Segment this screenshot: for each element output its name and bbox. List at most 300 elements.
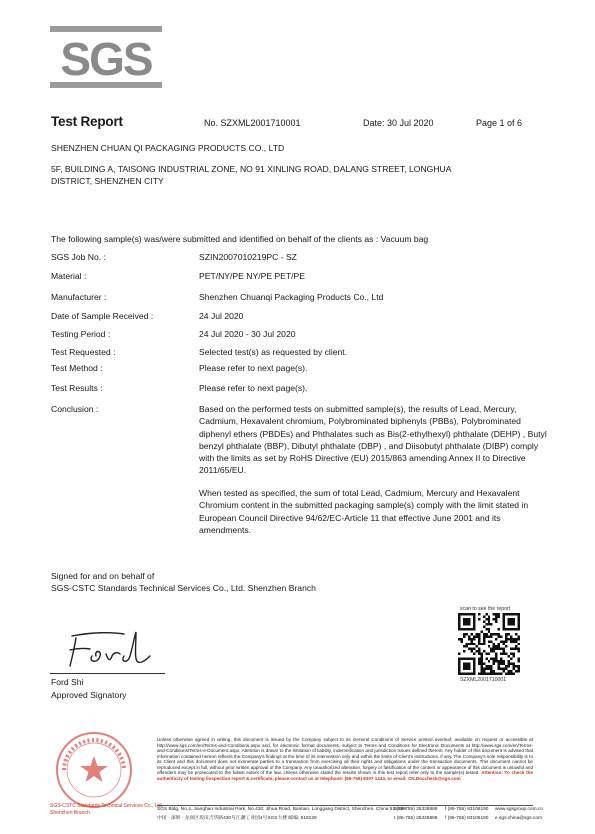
qr-module <box>480 670 482 672</box>
qr-module <box>458 620 460 622</box>
qr-module <box>495 618 497 620</box>
qr-module <box>463 620 465 622</box>
qr-module <box>478 648 480 650</box>
qr-module <box>465 668 467 670</box>
qr-module <box>510 623 512 625</box>
qr-module <box>480 663 482 665</box>
qr-module <box>493 650 495 652</box>
qr-module <box>493 663 495 665</box>
qr-module <box>503 648 505 650</box>
qr-module <box>463 628 465 630</box>
qr-module <box>483 625 485 627</box>
qr-module <box>490 658 492 660</box>
qr-module <box>458 653 460 655</box>
stamp-caption-2: Shenzhen Branch <box>50 810 90 816</box>
report-title: Test Report <box>51 114 123 129</box>
field-value: PET/NY/PE NY/PE PET/PE <box>199 271 306 281</box>
qr-module <box>458 613 460 615</box>
qr-module <box>498 635 500 637</box>
qr-module <box>505 633 507 635</box>
qr-module <box>470 640 472 642</box>
signatory-name: Ford Shi <box>51 677 84 687</box>
qr-module <box>513 623 515 625</box>
qr-module <box>518 635 520 637</box>
qr-module <box>465 613 467 615</box>
qr-module <box>483 643 485 645</box>
qr-module <box>493 673 495 675</box>
qr-module <box>498 633 500 635</box>
qr-module <box>475 645 477 647</box>
qr-module <box>490 648 492 650</box>
qr-module <box>515 640 517 642</box>
qr-module <box>485 668 487 670</box>
qr-module <box>513 653 515 655</box>
qr-module <box>485 623 487 625</box>
qr-module <box>500 648 502 650</box>
qr-module <box>503 613 505 615</box>
qr-module <box>468 643 470 645</box>
qr-caption-top: scan to see the report <box>460 606 511 612</box>
qr-module <box>473 628 475 630</box>
qr-module <box>508 663 510 665</box>
qr-module <box>498 668 500 670</box>
qr-module <box>493 670 495 672</box>
qr-module <box>468 620 470 622</box>
qr-module <box>470 633 472 635</box>
qr-module <box>463 650 465 652</box>
qr-module <box>493 633 495 635</box>
qr-module <box>473 668 475 670</box>
qr-module <box>473 613 475 615</box>
qr-module <box>515 628 517 630</box>
qr-module <box>513 620 515 622</box>
qr-module <box>510 648 512 650</box>
qr-module <box>473 638 475 640</box>
qr-module <box>468 668 470 670</box>
qr-module <box>510 620 512 622</box>
qr-module <box>500 673 502 675</box>
qr-module <box>460 640 462 642</box>
qr-module <box>510 613 512 615</box>
qr-module <box>485 635 487 637</box>
conclusion-paragraph-1: Based on the performed tests on submitted sample(s), the results of Lead, Mercury, Cadmium, Hexavalent chromium, Polybrominated biphenyls (PBBs), Polybrominated diphenyl ethers (PBDEs) and Phthalates such as Bis(2-ethylhexyl) phthalate (DEHP) , Butyl benzyl phthalate (BBP), Dibutyl phthalate (DBP) , and Diisobutyl phthalate (DIBP) comply with the limits as set by RoHS Directive (EU) 2015/863 amending Annex II to Directive 2011/65/EU. <box>199 404 547 476</box>
qr-module <box>460 673 462 675</box>
qr-module <box>505 613 507 615</box>
qr-module <box>498 648 500 650</box>
footer-web-en[interactable]: www.sgsgroup.com.cn <box>495 807 543 812</box>
qr-module <box>458 660 460 662</box>
qr-module <box>503 643 505 645</box>
qr-module <box>468 665 470 667</box>
qr-module <box>508 618 510 620</box>
qr-module <box>513 665 515 667</box>
qr-module <box>493 658 495 660</box>
qr-module <box>518 648 520 650</box>
qr-module <box>470 643 472 645</box>
field-label: Test Results : <box>51 383 103 393</box>
qr-module <box>473 653 475 655</box>
qr-module <box>463 645 465 647</box>
footer-tel-en: t (86-755) 25328888 <box>394 807 438 812</box>
qr-module <box>500 658 502 660</box>
qr-module <box>465 663 467 665</box>
qr-module <box>503 670 505 672</box>
qr-module <box>463 668 465 670</box>
qr-module <box>460 613 462 615</box>
qr-module <box>468 623 470 625</box>
qr-module <box>473 673 475 675</box>
qr-module <box>458 628 460 630</box>
qr-module <box>468 648 470 650</box>
qr-module <box>495 615 497 617</box>
qr-module <box>470 628 472 630</box>
qr-module <box>478 633 480 635</box>
qr-module <box>468 635 470 637</box>
qr-module <box>518 670 520 672</box>
qr-module <box>505 638 507 640</box>
qr-module <box>505 668 507 670</box>
qr-module <box>458 668 460 670</box>
qr-module <box>513 668 515 670</box>
qr-module <box>473 618 475 620</box>
signoff-line1: Signed for and on behalf of <box>51 571 155 581</box>
qr-module <box>518 658 520 660</box>
qr-module <box>500 653 502 655</box>
signatory-role: Approved Signatory <box>51 690 127 700</box>
qr-code[interactable] <box>458 613 520 675</box>
signature-text: Ford <box>62 626 65 627</box>
qr-module <box>478 658 480 660</box>
qr-module <box>458 670 460 672</box>
qr-module <box>503 618 505 620</box>
page-number: Page 1 of 6 <box>476 118 523 128</box>
field-label: Testing Period : <box>51 329 111 339</box>
qr-module <box>490 623 492 625</box>
qr-module <box>505 673 507 675</box>
footer-fax-cn: f (86-755) 83106190 <box>445 816 489 821</box>
qr-module <box>498 665 500 667</box>
qr-module <box>493 660 495 662</box>
qr-module <box>488 653 490 655</box>
qr-module <box>458 623 460 625</box>
qr-module <box>483 635 485 637</box>
qr-module <box>500 635 502 637</box>
qr-module <box>468 618 470 620</box>
qr-module <box>515 613 517 615</box>
qr-module <box>518 660 520 662</box>
qr-module <box>480 660 482 662</box>
qr-module <box>463 618 465 620</box>
qr-module <box>518 623 520 625</box>
client-name: SHENZHEN CHUAN QI PACKAGING PRODUCTS CO., LTD <box>51 143 285 153</box>
qr-module <box>513 628 515 630</box>
qr-module <box>475 633 477 635</box>
sample-intro: The following sample(s) was/were submitted and identified on behalf of the clients as : Vacuum bag <box>51 234 429 244</box>
qr-module <box>483 650 485 652</box>
qr-module <box>463 635 465 637</box>
qr-module <box>473 643 475 645</box>
qr-module <box>490 640 492 642</box>
signoff-line2: SGS-CSTC Standards Technical Services Co., Ltd. Shenzhen Branch <box>51 583 316 593</box>
qr-module <box>513 663 515 665</box>
qr-module <box>503 663 505 665</box>
qr-module <box>493 643 495 645</box>
qr-module <box>478 663 480 665</box>
qr-module <box>470 648 472 650</box>
qr-module <box>478 653 480 655</box>
qr-module <box>503 660 505 662</box>
report-date: Date: 30 Jul 2020 <box>363 118 434 128</box>
field-label: Material : <box>51 271 87 281</box>
logo-text: SGS <box>60 33 152 85</box>
qr-module <box>515 665 517 667</box>
qr-module <box>468 673 470 675</box>
qr-module <box>503 628 505 630</box>
qr-module <box>513 613 515 615</box>
qr-module <box>483 673 485 675</box>
qr-module <box>465 633 467 635</box>
qr-module <box>495 620 497 622</box>
qr-module <box>495 633 497 635</box>
qr-module <box>493 613 495 615</box>
qr-module <box>510 638 512 640</box>
qr-module <box>503 625 505 627</box>
conclusion-label: Conclusion : <box>51 404 99 414</box>
field-label: SGS Job No. : <box>51 252 106 262</box>
qr-module <box>460 628 462 630</box>
qr-module <box>495 613 497 615</box>
field-value: Shenzhen Chuanqi Packaging Products Co., Ltd <box>199 292 384 302</box>
qr-module <box>485 665 487 667</box>
qr-module <box>495 658 497 660</box>
qr-module <box>465 645 467 647</box>
qr-module <box>483 663 485 665</box>
stamp-caption-1: SGS-CSTC Standards Technical Services Co., Ltd. <box>50 803 164 809</box>
qr-module <box>510 628 512 630</box>
qr-module <box>493 648 495 650</box>
qr-module <box>485 628 487 630</box>
qr-module <box>513 673 515 675</box>
qr-module <box>465 620 467 622</box>
qr-module <box>463 623 465 625</box>
qr-module <box>458 625 460 627</box>
qr-module <box>465 618 467 620</box>
qr-module <box>478 635 480 637</box>
client-address-line1: 5F, BUILDING A, TAISONG INDUSTRIAL ZONE, NO 91 XINLING ROAD, DALANG STREET, LONGHUA <box>51 164 452 174</box>
footer-fax-en: f (86-755) 83106190 <box>445 807 489 812</box>
qr-module <box>508 670 510 672</box>
report-number: No. SZXML2001710001 <box>204 118 301 128</box>
qr-module <box>508 655 510 657</box>
disclaimer-body: Unless otherwise agreed in writing, this document is issued by the Company subject to its General Conditions of Service printed overleaf, available on request or accessible at http://www.sgs.com/en/Terms-and-Conditions.aspx and, for electronic format documents, subject to Terms and Conditions for Electronic Documents at http://www.sgs.com/en/Terms-and-Conditions/Terms-e-Document.aspx. Attention is drawn to the limitation of liability, indemnification and jurisdiction issues defined therein. Any holder of this document is advised that information contained hereon reflects the Company's findings at the time of its intervention only and within the limits of Client's instructions, if any. The Company's sole responsibility is to its Client and this document does not exonerate parties to a transaction from exercising all their rights and obligations under the transaction documents. This document cannot be reproduced except in full, without prior written approval of the Company. Any unauthorized alteration, forgery or falsification of the content or appearance of this document is unlawful and offenders may be prosecuted to the fullest extent of the law. Unless otherwise stated the results shown in this test report refer only to the sample(s) tested. <box>157 737 533 775</box>
qr-module <box>505 640 507 642</box>
qr-module <box>498 615 500 617</box>
qr-module <box>473 670 475 672</box>
qr-module <box>470 613 472 615</box>
qr-module <box>488 645 490 647</box>
qr-module <box>488 630 490 632</box>
qr-module <box>513 618 515 620</box>
qr-module <box>488 660 490 662</box>
qr-module <box>480 653 482 655</box>
qr-module <box>503 623 505 625</box>
qr-module <box>518 615 520 617</box>
qr-module <box>475 635 477 637</box>
qr-module <box>468 638 470 640</box>
qr-module <box>508 633 510 635</box>
qr-module <box>490 650 492 652</box>
qr-module <box>510 653 512 655</box>
qr-module <box>508 638 510 640</box>
signature <box>62 626 172 672</box>
qr-module <box>483 668 485 670</box>
qr-module <box>495 638 497 640</box>
qr-module <box>483 620 485 622</box>
qr-module <box>480 673 482 675</box>
qr-module <box>473 648 475 650</box>
qr-module <box>500 660 502 662</box>
qr-module <box>465 623 467 625</box>
qr-module <box>478 650 480 652</box>
qr-module <box>498 645 500 647</box>
qr-module <box>463 665 465 667</box>
qr-module <box>480 643 482 645</box>
qr-module <box>478 643 480 645</box>
qr-module <box>505 665 507 667</box>
qr-module <box>490 633 492 635</box>
qr-module <box>480 630 482 632</box>
qr-module <box>500 640 502 642</box>
qr-module <box>458 615 460 617</box>
qr-module <box>518 668 520 670</box>
qr-module <box>510 673 512 675</box>
qr-module <box>510 618 512 620</box>
qr-module <box>495 645 497 647</box>
field-value: Please refer to next page(s). <box>199 383 308 393</box>
qr-module <box>470 658 472 660</box>
qr-module <box>485 653 487 655</box>
signature-line <box>50 673 165 674</box>
company-seal <box>54 730 134 810</box>
qr-module <box>508 673 510 675</box>
qr-module <box>488 628 490 630</box>
qr-module <box>510 635 512 637</box>
conclusion-paragraph-2: When tested as specified, the sum of total Lead, Cadmium, Mercury and Hexavalent Chromium content in the submitted packaging sample(s) comply with the limit stated in European Council Directive 94/62/EC-Article 11 that effective June 2001 and its amendments. <box>199 488 529 535</box>
qr-module <box>485 673 487 675</box>
qr-module <box>513 638 515 640</box>
qr-module <box>470 650 472 652</box>
qr-module <box>465 665 467 667</box>
qr-module <box>468 663 470 665</box>
qr-module <box>480 668 482 670</box>
qr-module <box>475 650 477 652</box>
qr-module <box>483 638 485 640</box>
qr-module <box>495 648 497 650</box>
footer-email-cn[interactable]: e sgs.china@sgs.com <box>495 816 542 821</box>
qr-module <box>510 658 512 660</box>
qr-module <box>458 673 460 675</box>
qr-module <box>498 643 500 645</box>
qr-module <box>498 628 500 630</box>
qr-module <box>515 633 517 635</box>
qr-module <box>518 643 520 645</box>
field-value: Selected test(s) as requested by client. <box>199 347 348 357</box>
qr-module <box>515 645 517 647</box>
qr-module <box>518 620 520 622</box>
qr-module <box>518 618 520 620</box>
qr-module <box>515 638 517 640</box>
qr-module <box>518 613 520 615</box>
qr-module <box>463 673 465 675</box>
qr-module <box>488 635 490 637</box>
qr-module <box>498 660 500 662</box>
qr-module <box>468 658 470 660</box>
qr-module <box>495 653 497 655</box>
qr-module <box>478 618 480 620</box>
qr-module <box>518 625 520 627</box>
qr-module <box>468 613 470 615</box>
qr-module <box>490 665 492 667</box>
qr-module <box>485 618 487 620</box>
qr-module <box>458 665 460 667</box>
qr-module <box>505 628 507 630</box>
qr-module <box>473 615 475 617</box>
qr-module <box>495 655 497 657</box>
qr-module <box>508 660 510 662</box>
qr-module <box>473 623 475 625</box>
qr-module <box>518 638 520 640</box>
field-value: SZIN2007010219PC - SZ <box>199 252 297 262</box>
qr-module <box>508 623 510 625</box>
field-label: Manufacturer : <box>51 292 107 302</box>
qr-module <box>510 670 512 672</box>
qr-module <box>465 643 467 645</box>
qr-module <box>488 668 490 670</box>
footer-address-cn: 中国 · 深圳 · 龙岗区坂田吉华路430号江灏工业园4号SGS大楼 邮编: 518129 <box>157 816 317 821</box>
qr-module <box>498 673 500 675</box>
qr-module <box>465 658 467 660</box>
qr-module <box>503 668 505 670</box>
qr-module <box>505 635 507 637</box>
qr-module <box>490 673 492 675</box>
qr-module <box>510 663 512 665</box>
qr-module <box>478 640 480 642</box>
field-value: Please refer to next page(s). <box>199 363 308 373</box>
disclaimer-text <box>157 737 533 781</box>
qr-module <box>518 650 520 652</box>
qr-module <box>460 638 462 640</box>
qr-module <box>478 673 480 675</box>
qr-module <box>495 660 497 662</box>
qr-module <box>513 655 515 657</box>
qr-module <box>488 615 490 617</box>
qr-module <box>495 673 497 675</box>
qr-module <box>463 658 465 660</box>
qr-module <box>473 658 475 660</box>
qr-module <box>508 613 510 615</box>
qr-module <box>488 623 490 625</box>
qr-module <box>503 650 505 652</box>
qr-module <box>488 618 490 620</box>
qr-module <box>458 663 460 665</box>
qr-module <box>473 660 475 662</box>
qr-caption-bottom: SZXML2001710001 <box>460 677 507 683</box>
qr-module <box>488 673 490 675</box>
qr-module <box>498 663 500 665</box>
footer-address-en: SGS Bldg, No.4, Jianghao Industrial Park, No.430, Jihua Road, Bantian, Longgang District, Shenzhen, China 518129 <box>157 807 406 812</box>
qr-module <box>503 620 505 622</box>
qr-module <box>483 615 485 617</box>
